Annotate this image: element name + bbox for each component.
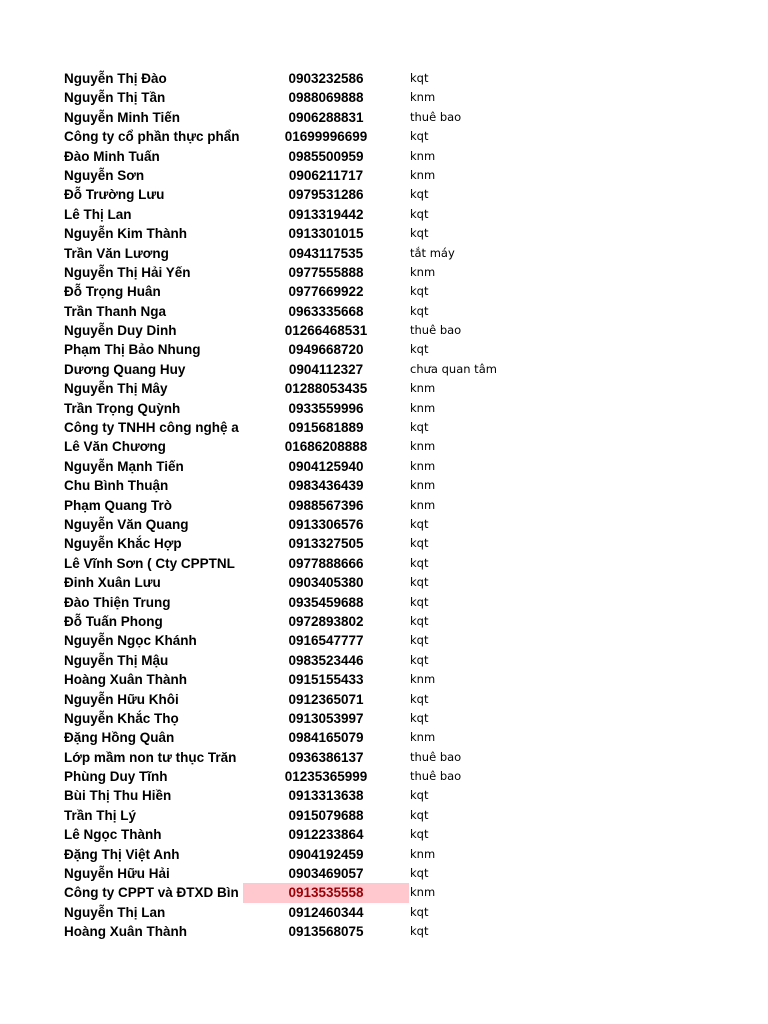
status-cell[interactable]: knm [410, 497, 436, 512]
table-row [0, 593, 768, 612]
name-cell[interactable]: Lê Thị Lan [64, 206, 132, 222]
status-cell[interactable]: knm [410, 672, 436, 687]
name-cell[interactable]: Nguyễn Văn Quang [64, 516, 189, 532]
phone-cell[interactable]: 0935459688 [288, 594, 364, 610]
name-cell[interactable]: Đặng Thị Việt Anh [64, 846, 180, 862]
status-cell[interactable]: kqt [410, 594, 429, 609]
name-cell[interactable]: Nguyễn Hữu Hải [64, 866, 170, 882]
table-row [0, 922, 768, 941]
name-cell[interactable]: Công ty TNHH công nghệ a [64, 420, 239, 436]
status-cell[interactable]: kqt [410, 788, 429, 803]
table-row [0, 728, 768, 747]
name-cell[interactable]: Chu Bình Thuận [64, 478, 169, 494]
status-cell[interactable]: kqt [410, 613, 429, 628]
status-cell[interactable]: kqt [410, 575, 429, 590]
name-cell[interactable]: Công ty cổ phần thực phẩn [64, 129, 240, 145]
phone-cell[interactable]: 0943117535 [288, 245, 364, 261]
status-cell[interactable]: knm [410, 846, 436, 861]
name-cell[interactable]: Nguyễn Ngọc Khánh [64, 633, 197, 649]
table-row [0, 166, 768, 185]
status-cell[interactable]: kqt [410, 633, 429, 648]
status-cell[interactable]: knm [410, 458, 436, 473]
status-cell[interactable]: thuê bao [410, 749, 462, 764]
status-cell[interactable]: kqt [410, 71, 429, 85]
name-cell[interactable]: Nguyễn Hữu Khôi [64, 691, 179, 707]
table-row [0, 883, 768, 902]
table-row [0, 205, 768, 224]
status-cell[interactable]: kqt [410, 866, 429, 881]
phone-cell[interactable]: 0988567396 [288, 497, 364, 513]
name-cell[interactable]: Đặng Hồng Quân [64, 730, 175, 746]
name-cell[interactable]: Nguyễn Mạnh Tiến [64, 458, 184, 474]
phone-cell[interactable]: 0972893802 [288, 613, 364, 629]
table-row [0, 263, 768, 282]
status-cell[interactable]: kqt [410, 555, 429, 570]
status-cell[interactable]: kqt [410, 924, 429, 939]
table-row [0, 806, 768, 825]
status-cell[interactable]: knm [410, 885, 436, 900]
table-row [0, 709, 768, 728]
status-cell[interactable]: kqt [410, 807, 429, 822]
status-cell[interactable]: knm [410, 167, 436, 182]
table-row [0, 185, 768, 204]
status-cell[interactable]: kqt [410, 691, 429, 706]
status-cell[interactable]: kqt [410, 420, 429, 435]
status-cell[interactable]: kqt [410, 536, 429, 551]
table-row [0, 496, 768, 515]
phone-cell[interactable]: 0903405380 [288, 575, 364, 591]
name-cell[interactable]: Nguyễn Sơn [64, 167, 145, 183]
table-row [0, 825, 768, 844]
name-cell[interactable]: Lê Ngọc Thành [64, 827, 162, 843]
phone-cell[interactable]: 0915079688 [288, 807, 364, 823]
name-cell[interactable]: Nguyễn Thị Đào [64, 71, 167, 86]
table-row [0, 88, 768, 107]
name-cell[interactable]: Nguyễn Thị Lan [64, 904, 166, 920]
table-row [0, 244, 768, 263]
table-row [0, 631, 768, 650]
table-row [0, 670, 768, 689]
phone-cell[interactable]: 0904112327 [288, 361, 364, 377]
name-cell[interactable]: Công ty CPPT và ĐTXD Bìn [64, 885, 239, 901]
table-row [0, 903, 768, 922]
table-row [0, 651, 768, 670]
phone-cell[interactable]: 0913535558 [243, 883, 409, 902]
table-row [0, 360, 768, 379]
status-cell[interactable]: knm [410, 439, 436, 454]
phone-cell[interactable]: 0904125940 [288, 458, 364, 474]
phone-cell[interactable]: 0913313638 [288, 788, 364, 804]
name-cell[interactable]: Nguyễn Thị Mậu [64, 652, 169, 668]
table-row [0, 476, 768, 495]
name-cell[interactable]: Đỗ Tuấn Phong [64, 613, 163, 629]
name-cell[interactable]: Lê Vĩnh Sơn ( Cty CPPTNL [64, 555, 235, 571]
phone-cell[interactable]: 01235365999 [284, 769, 368, 785]
phone-cell[interactable]: 0977888666 [288, 555, 364, 571]
status-cell[interactable]: kqt [410, 710, 429, 725]
status-cell[interactable]: thuê bao [410, 769, 462, 784]
table-row [0, 437, 768, 456]
name-cell[interactable]: Nguyễn Kim Thành [64, 226, 188, 242]
table-row [0, 845, 768, 864]
table-row [0, 108, 768, 127]
status-cell[interactable]: knm [410, 90, 436, 105]
table-row [0, 864, 768, 883]
phone-cell[interactable]: 0912233864 [288, 827, 364, 843]
name-cell[interactable]: Đào Minh Tuấn [64, 148, 160, 164]
status-cell[interactable]: knm [410, 730, 436, 745]
table-row [0, 767, 768, 786]
name-cell[interactable]: Lê Văn Chương [64, 439, 166, 455]
table-row [0, 321, 768, 340]
name-cell[interactable]: Nguyễn Khắc Thọ [64, 710, 179, 726]
name-cell[interactable]: Trần Trọng Quỳnh [64, 400, 181, 416]
table-row [0, 554, 768, 573]
status-cell[interactable]: tắt máy [410, 245, 455, 260]
status-cell[interactable]: kqt [410, 827, 429, 842]
status-cell[interactable]: thuê bao [410, 109, 462, 124]
status-cell[interactable]: kqt [410, 187, 429, 202]
name-cell[interactable]: Dương Quang Huy [64, 361, 186, 377]
phone-cell[interactable]: 0913568075 [288, 924, 364, 940]
phone-cell[interactable]: 0936386137 [288, 749, 364, 765]
status-cell[interactable]: knm [410, 478, 436, 493]
name-cell[interactable]: Đỗ Trọng Huân [64, 284, 161, 300]
name-cell[interactable]: Nguyễn Khắc Hợp [64, 536, 182, 552]
status-cell[interactable]: kqt [410, 516, 429, 531]
phone-cell[interactable]: 0977555888 [288, 264, 364, 280]
status-cell[interactable]: knm [410, 148, 436, 163]
status-cell[interactable]: thuê bao [410, 323, 462, 338]
status-cell[interactable]: knm [410, 381, 436, 396]
phone-cell[interactable]: 0913053997 [288, 710, 364, 726]
phone-cell[interactable]: 0915681889 [288, 420, 364, 436]
table-row [0, 127, 768, 146]
name-cell[interactable]: Hoàng Xuân Thành [64, 924, 187, 940]
name-cell[interactable]: Nguyễn Thị Hải Yến [64, 264, 191, 280]
phone-cell[interactable]: 0916547777 [288, 633, 364, 649]
phone-cell[interactable]: 01699996699 [284, 129, 368, 145]
name-cell[interactable]: Bùi Thị Thu Hiền [64, 788, 172, 804]
phone-cell[interactable]: 01686208888 [284, 439, 368, 455]
status-cell[interactable]: kqt [410, 129, 429, 144]
table-row [0, 69, 768, 88]
table-row [0, 573, 768, 592]
name-cell[interactable]: Nguyễn Thị Mây [64, 381, 168, 397]
name-cell[interactable]: Hoàng Xuân Thành [64, 672, 187, 688]
table-row [0, 786, 768, 805]
table-row [0, 515, 768, 534]
status-cell[interactable]: kqt [410, 206, 429, 221]
phone-cell[interactable]: 0977669922 [288, 284, 364, 300]
phone-cell[interactable]: 0906211717 [288, 167, 364, 183]
status-cell[interactable]: knm [410, 400, 436, 415]
status-cell[interactable]: kqt [410, 284, 429, 299]
name-cell[interactable]: Trần Thanh Nga [64, 303, 167, 319]
table-row [0, 399, 768, 418]
table-row [0, 282, 768, 301]
phone-cell[interactable]: 0979531286 [288, 187, 364, 203]
phone-cell[interactable]: 0903469057 [288, 866, 364, 882]
table-row [0, 379, 768, 398]
phone-cell[interactable]: 0983436439 [288, 478, 364, 494]
phone-cell[interactable]: 0933559996 [288, 400, 364, 416]
status-cell[interactable]: kqt [410, 303, 429, 318]
phone-cell[interactable]: 01266468531 [284, 323, 368, 339]
table-row [0, 418, 768, 437]
status-cell[interactable]: kqt [410, 652, 429, 667]
phone-cell[interactable]: 0984165079 [288, 730, 364, 746]
phone-cell[interactable]: 0903232586 [288, 71, 364, 86]
name-cell[interactable]: Nguyễn Thị Tần [64, 90, 166, 106]
phone-cell[interactable]: 0949668720 [288, 342, 364, 358]
name-cell[interactable]: Đỗ Trường Lưu [64, 187, 165, 203]
name-cell[interactable]: Đinh Xuân Lưu [64, 575, 161, 591]
phone-cell[interactable]: 0906288831 [288, 109, 364, 125]
phone-cell[interactable]: 01288053435 [284, 381, 368, 397]
phone-cell[interactable]: 0913327505 [288, 536, 364, 552]
table-row [0, 690, 768, 709]
phone-cell[interactable]: 0913301015 [288, 226, 364, 242]
status-cell[interactable]: kqt [410, 226, 429, 241]
table-row [0, 534, 768, 553]
phone-cell[interactable]: 0913319442 [288, 206, 364, 222]
phone-cell[interactable]: 0983523446 [288, 652, 364, 668]
phone-cell[interactable]: 0912365071 [288, 691, 364, 707]
table-row [0, 457, 768, 476]
contact-rows [0, 69, 768, 942]
name-cell[interactable]: Phạm Thị Bảo Nhung [64, 342, 201, 358]
table-row [0, 147, 768, 166]
table-row [0, 340, 768, 359]
name-cell[interactable]: Trần Văn Lương [64, 245, 169, 261]
phone-cell[interactable]: 0985500959 [288, 148, 364, 164]
table-row [0, 302, 768, 321]
name-cell[interactable]: Nguyễn Duy Dinh [64, 323, 177, 339]
phone-cell[interactable]: 0915155433 [288, 672, 364, 688]
name-cell[interactable]: Trần Thị Lý [64, 807, 137, 823]
status-cell[interactable]: kqt [410, 904, 429, 919]
status-cell[interactable]: kqt [410, 342, 429, 357]
table-row [0, 224, 768, 243]
phone-cell[interactable]: 0988069888 [288, 90, 364, 106]
name-cell[interactable]: Đào Thiện Trung [64, 594, 171, 610]
name-cell[interactable]: Phùng Duy Tĩnh [64, 769, 168, 785]
name-cell[interactable]: Phạm Quang Trò [64, 497, 173, 513]
phone-cell[interactable]: 0904192459 [288, 846, 364, 862]
table-row [0, 612, 768, 631]
status-cell[interactable]: knm [410, 264, 436, 279]
table-row [0, 748, 768, 767]
phone-cell[interactable]: 0963335668 [288, 303, 364, 319]
name-cell[interactable]: Nguyễn Minh Tiến [64, 109, 181, 125]
name-cell[interactable]: Lớp mầm non tư thục Trăn [64, 749, 237, 765]
phone-cell[interactable]: 0913306576 [288, 516, 364, 532]
status-cell[interactable]: chưa quan tâm [410, 361, 497, 376]
phone-cell[interactable]: 0912460344 [288, 904, 364, 920]
